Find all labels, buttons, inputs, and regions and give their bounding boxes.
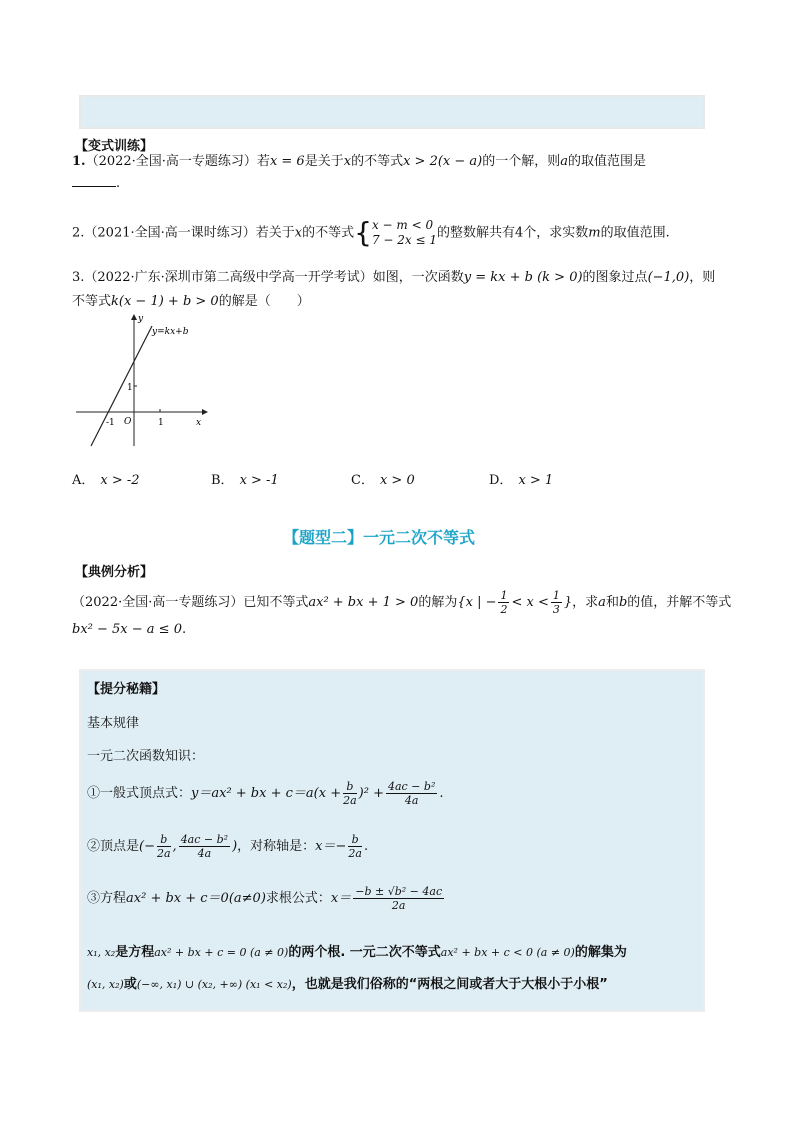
tips-vertex-axis (87, 833, 368, 860)
tips-math: )² + (358, 786, 384, 801)
q2-brace: { (354, 216, 372, 249)
fraction (353, 885, 444, 912)
section-title: 【题型二】一元二次不等式 (283, 528, 476, 547)
example-math: b (618, 595, 628, 610)
q1-math: a (560, 154, 569, 169)
denominator: 2a (343, 794, 357, 807)
top-answer-box (79, 95, 705, 129)
numerator: 4ac − b² (387, 780, 436, 793)
q3-math: y = kx + b (k > 0) (463, 270, 583, 285)
denominator: 3 (552, 603, 560, 616)
q1-text: （2022·全国·高一专题练习）若 (85, 154, 270, 169)
numerator: 4ac − b² (180, 833, 229, 846)
q3-math: k(x − 1) + b > 0 (111, 294, 219, 309)
option-letter: D． (489, 473, 513, 488)
fraction (551, 589, 562, 616)
tips-math: ax² + bx + c = 0 (a ≠ 0) (154, 946, 289, 959)
example-text: 和 (605, 595, 619, 610)
tips-text: ①一般式顶点式： (87, 786, 192, 801)
variant-training-label: 【变式训练】 (75, 139, 154, 154)
question-3 (72, 268, 715, 288)
q3-text: 的图象过点 (582, 270, 648, 285)
function-line (91, 326, 152, 446)
y-axis-arrow (131, 314, 137, 320)
q3-text: 不等式 (72, 294, 112, 309)
q1-number: 1. (72, 154, 86, 169)
tips-text: ，也就是我们俗称的“两根之间或者大于大根小于小根” (291, 977, 608, 992)
tips-line-basic: 基本规律 (87, 716, 140, 731)
tips-math: ax² + bx + c＝0(a≠0) (126, 891, 266, 906)
tips-text: 求根公式： (265, 891, 331, 906)
tips-math: , (172, 839, 177, 854)
numerator: b (348, 833, 362, 847)
denominator: 2a (156, 847, 171, 860)
option-a[interactable] (72, 469, 140, 488)
q3-text: 的解是（ ） (218, 294, 310, 309)
option-letter: A． (72, 473, 95, 488)
q1-math: x = 6 (269, 154, 305, 169)
option-c[interactable] (351, 469, 415, 488)
q2-text: 2.（2021·全国·高一课时练习）若关于 (72, 225, 295, 241)
tips-text: ，对称轴是： (237, 839, 316, 854)
example-analysis-label: 【典例分析】 (75, 565, 154, 580)
example-text: ，求 (572, 595, 599, 610)
solution-set: < x < (511, 595, 549, 610)
linear-function-graph (72, 312, 212, 452)
example-math: a (598, 595, 606, 610)
q1-math: x > 2(x − a) (403, 154, 483, 169)
tips-solution-set-line (87, 973, 608, 992)
tips-math: (− (139, 839, 155, 854)
q2-math: x (294, 225, 303, 241)
tips-root-formula (87, 885, 446, 912)
option-value: x > -2 (100, 473, 140, 488)
question-2 (72, 218, 670, 248)
option-b[interactable] (211, 469, 279, 488)
q2-text: 的整数解共有4个，求实数 (437, 225, 589, 241)
example-math: bx² − 5x − a ≤ 0 (72, 622, 182, 637)
q1-text: 是关于 (304, 154, 344, 169)
example-text: 的值，并解不等式 (627, 595, 732, 610)
q2-system (372, 218, 437, 248)
denominator: 4a (197, 847, 212, 860)
q1-text: 的一个解，则 (482, 154, 561, 169)
fraction (179, 833, 230, 860)
example-problem-line2 (72, 620, 186, 640)
tips-vertex-form (87, 780, 444, 807)
example-text: （2022·全国·高一专题练习）已知不等式 (72, 595, 309, 610)
q2-text: 的取值范围. (600, 225, 670, 241)
tips-math: (−∞, x₁) ∪ (x₂, +∞) (x₁ < x₂) (136, 978, 292, 991)
q3-text: ，则 (689, 270, 716, 285)
denominator: 2 (500, 603, 508, 616)
option-letter: B． (211, 473, 234, 488)
question-3-line2 (72, 292, 310, 312)
x-axis-arrow (202, 409, 208, 415)
tips-text: 的两个根. 一元二次不等式 (288, 945, 441, 960)
tick-label-x1: 1 (158, 418, 164, 428)
numerator: b (343, 780, 357, 794)
option-value: x > 0 (379, 473, 415, 488)
tick-label-y1: 1 (127, 383, 133, 393)
numerator: 1 (552, 589, 560, 602)
example-math: ax² + bx + 1 > 0 (308, 595, 419, 610)
solution-set: } (563, 595, 573, 610)
option-value: x > -1 (239, 473, 279, 488)
denominator: 4a (404, 794, 419, 807)
tips-text: ②顶点是 (87, 839, 140, 854)
numerator: −b ± √b² − 4ac (355, 885, 443, 898)
q3-text: 3.（2022·广东·深圳市第二高级中学高一开学考试）如图，一次函数 (72, 270, 464, 285)
example-problem (72, 589, 731, 616)
q1-math: x (343, 154, 352, 169)
origin-label: O (124, 417, 132, 427)
tick-label-neg1: -1 (106, 418, 115, 428)
q1-text: 的不等式 (351, 154, 404, 169)
option-value: x > 1 (518, 473, 554, 488)
tips-math: y＝ax² + bx + c＝a(x + (191, 786, 342, 801)
tips-math: (x₁, x₂) (87, 978, 124, 991)
tips-label: 【提分秘籍】 (87, 682, 166, 697)
q2-system-line: x − m < 0 (371, 218, 434, 232)
tips-math: x₁, x₂ (87, 946, 116, 959)
numerator: 1 (500, 589, 508, 602)
fraction (498, 589, 509, 616)
line-label: y=kx+b (152, 327, 189, 337)
option-d[interactable] (489, 469, 553, 488)
tips-math: ax² + bx + c < 0 (a ≠ 0) (440, 946, 575, 959)
q3-math: (−1,0) (647, 270, 690, 285)
fraction (157, 833, 171, 860)
tips-text: 的解集为 (574, 945, 627, 960)
q1-answer-line (72, 172, 120, 194)
tips-math: x＝ (330, 891, 352, 906)
tips-text: ③方程 (87, 891, 127, 906)
option-letter: C． (351, 473, 374, 488)
fraction (343, 780, 357, 807)
tips-text: 是方程 (115, 945, 155, 960)
example-text: . (181, 622, 187, 637)
tips-text: 或 (123, 977, 137, 992)
tips-text: . (439, 786, 444, 801)
tips-text: . (363, 839, 369, 854)
fraction (348, 833, 362, 860)
y-axis-label: y (138, 314, 144, 324)
fraction (386, 780, 437, 807)
denominator: 2a (348, 847, 362, 860)
x-axis-label: x (196, 418, 202, 428)
example-text: 的解为 (418, 595, 458, 610)
q1-text: 的取值范围是 (568, 154, 647, 169)
tips-line-knowledge: 一元二次函数知识： (87, 749, 205, 764)
numerator: b (157, 833, 171, 847)
tips-math: x＝− (315, 839, 347, 854)
denominator: 2a (391, 899, 406, 912)
tips-roots-line (87, 941, 627, 960)
answer-blank[interactable] (72, 172, 116, 187)
tips-math: ) (232, 839, 238, 854)
question-1 (72, 152, 646, 172)
q2-text: 的不等式 (302, 225, 355, 241)
q2-system-line: 7 − 2x ≤ 1 (371, 233, 437, 247)
solution-set: {x | − (457, 595, 497, 610)
q1-end: . (116, 176, 121, 191)
q2-math: m (588, 225, 601, 241)
